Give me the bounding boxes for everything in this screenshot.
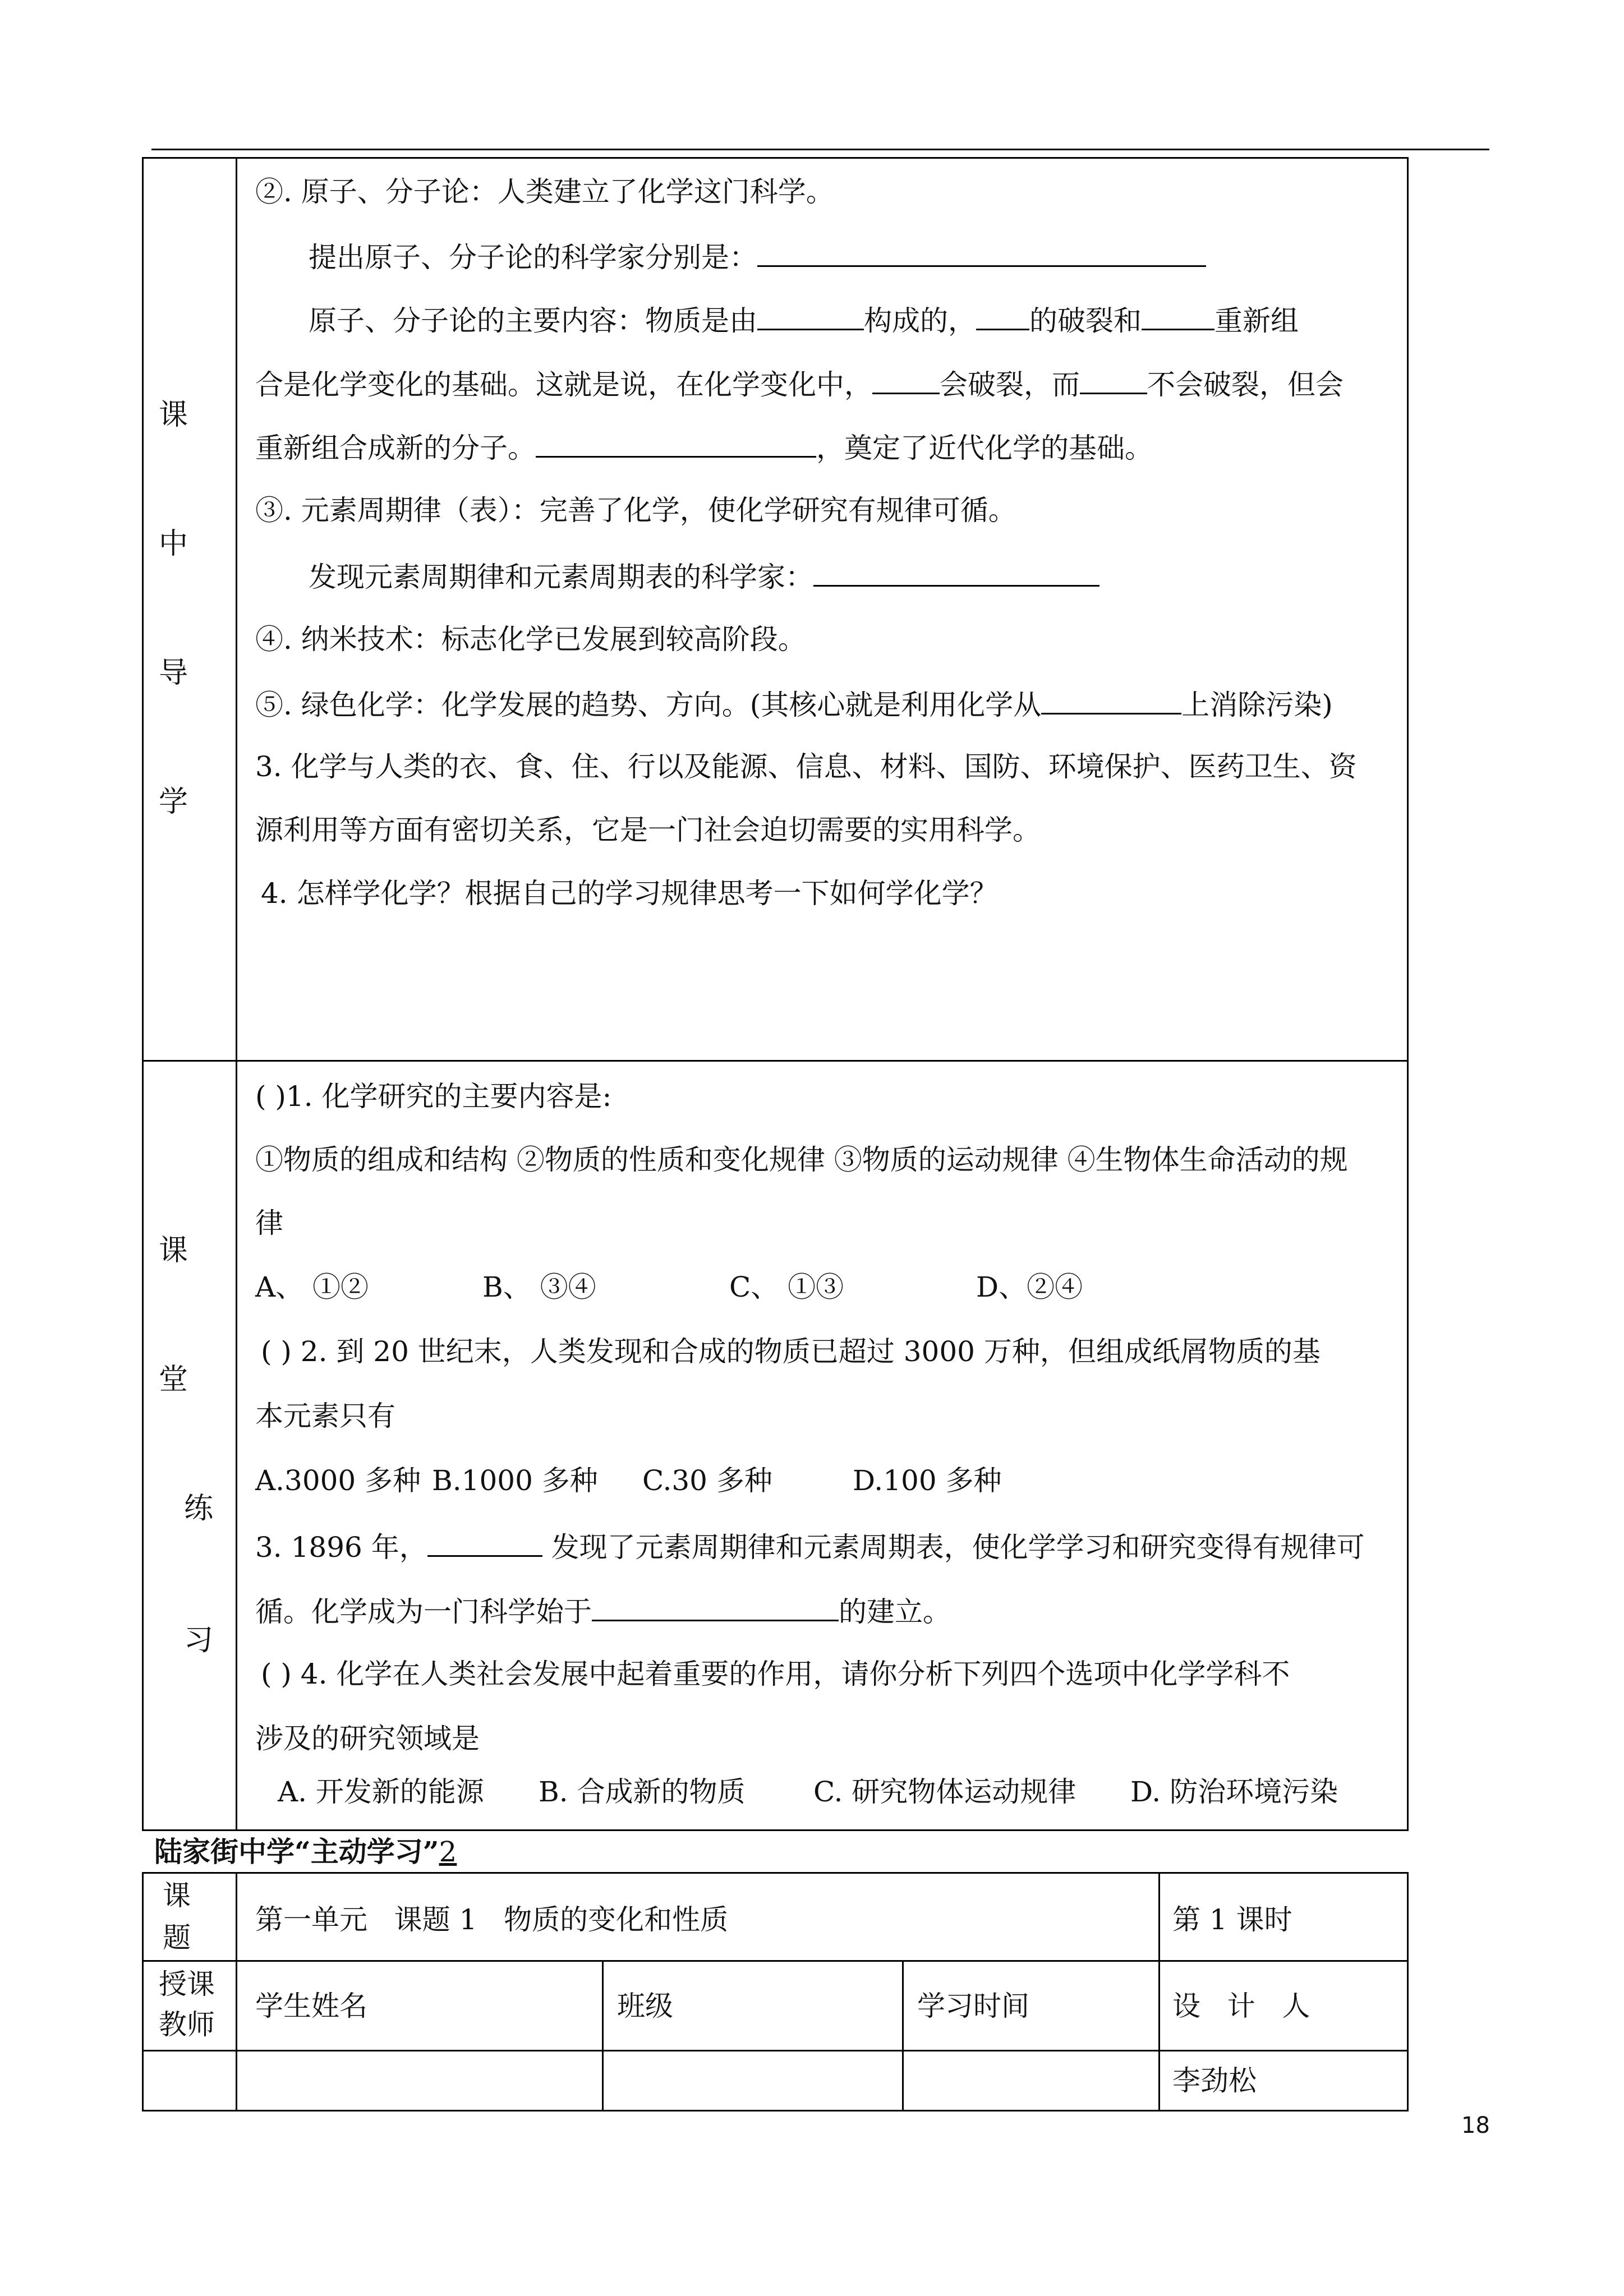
- periodic-law-title: ③. 元素周期律（表）：完善了化学，使化学研究有规律可循。: [255, 494, 1016, 527]
- item3-line1: 3. 化学与人类的衣、食、住、行以及能源、信息、材料、国防、环境保护、医药卫生、资: [255, 750, 1357, 783]
- topic-value: 第一单元 课题 1 物质的变化和性质: [255, 1903, 729, 1936]
- text-span: 构成的，: [864, 305, 976, 337]
- q4-choice-b[interactable]: B. 合成新的物质: [539, 1776, 746, 1808]
- text-span: 的建立。: [839, 1596, 951, 1628]
- period-value: 第 1 课时: [1172, 1903, 1292, 1936]
- blank-wont-break[interactable]: [1080, 366, 1147, 394]
- q2-choice-b[interactable]: B.1000 多种: [432, 1464, 598, 1497]
- q2-choice-c[interactable]: C.30 多种: [642, 1464, 772, 1497]
- q4-stem-line1: ( ) 4. 化学在人类社会发展中起着重要的作用，请你分析下列四个选项中化学学科不: [261, 1658, 1290, 1690]
- blank-science-origin[interactable]: [592, 1593, 839, 1621]
- atomic-theory-content-line2: [255, 366, 1344, 402]
- topic-label-line2: 题: [163, 1921, 191, 1954]
- practice-label-1: 课: [159, 1234, 188, 1267]
- q2-choice-a[interactable]: A.3000 多种: [255, 1464, 421, 1497]
- info-row-divider-2: [142, 2050, 1409, 2051]
- green-chem-line: [255, 686, 1333, 722]
- text-span: 重新组合成新的分子。: [255, 432, 536, 464]
- practice-label-3: 练: [184, 1492, 214, 1525]
- q3-line1: [255, 1528, 1365, 1564]
- q4-stem-line2: 涉及的研究领域是: [255, 1722, 480, 1755]
- text-span: 3. 1896 年，: [255, 1531, 427, 1564]
- blank-will-break[interactable]: [872, 366, 940, 394]
- periodic-law-scientist: [309, 558, 1099, 594]
- q1-choice-d[interactable]: D、②④: [976, 1271, 1083, 1303]
- q1-choice-b[interactable]: B、 ③④: [482, 1271, 596, 1303]
- practice-label-4: 习: [184, 1624, 214, 1657]
- q4-choice-c[interactable]: C. 研究物体运动规律: [813, 1776, 1076, 1808]
- text-span: 重新组: [1214, 305, 1299, 337]
- practice-label-2: 堂: [159, 1363, 188, 1396]
- teacher-label-line2: 教师: [159, 2008, 215, 2041]
- atomic-theory-scientists: [309, 238, 1206, 274]
- info-row-divider-1: [142, 1960, 1409, 1962]
- guide-label-3: 导: [159, 656, 188, 690]
- practice-divider: [236, 1060, 237, 1831]
- text-span: ，奠定了近代化学的基础。: [816, 432, 1153, 464]
- blank-1896-scientist[interactable]: [427, 1528, 542, 1557]
- atomic-theory-content-line1: [309, 302, 1299, 338]
- text-span: 循。化学成为一门科学始于: [255, 1596, 592, 1628]
- topic-label-line1: 课: [163, 1879, 191, 1912]
- blank-periodic-scientist[interactable]: [813, 558, 1099, 587]
- text-span: 会破裂，而: [940, 368, 1080, 401]
- student-name-label: 学生姓名: [255, 1990, 367, 2022]
- q2-stem-line1: ( ) 2. 到 20 世纪末，人类发现和合成的物质已超过 3000 万种，但组成纸屑物质的基: [261, 1335, 1321, 1368]
- q1-choice-c[interactable]: C、 ①③: [729, 1271, 844, 1303]
- blank-breaking[interactable]: [976, 302, 1029, 330]
- info-col-divider-4: [1158, 1872, 1160, 2111]
- atomic-theory-title: ②. 原子、分子论：人类建立了化学这门科学。: [255, 176, 834, 208]
- guide-label-4: 学: [159, 785, 188, 819]
- info-col-divider-1: [236, 1872, 237, 2111]
- info-col-divider-3: [902, 1960, 904, 2111]
- top-rule: [151, 149, 1489, 150]
- item4-line: 4. 怎样学化学？根据自己的学习规律思考一下如何学化学？: [261, 877, 998, 910]
- study-time-label: 学习时间: [917, 1990, 1029, 2022]
- item3-line2: 源利用等方面有密切关系，它是一门社会迫切需要的实用科学。: [255, 814, 1041, 846]
- guide-section: [142, 157, 1409, 1062]
- nanotech-title: ④. 纳米技术：标志化学已发展到较高阶段。: [255, 623, 806, 656]
- guide-divider: [236, 157, 237, 1062]
- q1-choice-a[interactable]: A、 ①②: [255, 1271, 369, 1303]
- q3-line2: [255, 1593, 951, 1629]
- text-span: 的破裂和: [1029, 305, 1142, 337]
- school-header-number: 2: [439, 1836, 457, 1868]
- blank-green-source[interactable]: [1041, 686, 1181, 714]
- q1-stem: ( )1. 化学研究的主要内容是:: [255, 1080, 612, 1113]
- text-span: 原子、分子论的主要内容：物质是由: [309, 305, 757, 337]
- q2-choice-d[interactable]: D.100 多种: [853, 1464, 1002, 1497]
- blank-scientists[interactable]: [757, 238, 1206, 267]
- q4-choice-a[interactable]: A. 开发新的能源: [278, 1776, 484, 1808]
- q4-choice-d[interactable]: D. 防治环境污染: [1130, 1776, 1338, 1808]
- blank-recombining[interactable]: [1142, 302, 1214, 330]
- q1-options-line2: 律: [255, 1207, 283, 1239]
- teacher-label-line1: 授课: [159, 1968, 215, 2000]
- q1-options-line1: ①物质的组成和结构 ②物质的性质和变化规律 ③物质的运动规律 ④生物体生命活动的规: [255, 1144, 1348, 1176]
- text-span: 上消除污染): [1181, 689, 1333, 721]
- info-col-divider-2: [602, 1960, 604, 2111]
- text-span: 发现元素周期律和元素周期表的科学家：: [309, 561, 813, 593]
- class-label: 班级: [617, 1990, 673, 2022]
- text-span: 合是化学变化的基础。这就是说，在化学变化中，: [255, 368, 872, 401]
- school-header: [154, 1835, 473, 1869]
- page-number: 18: [1461, 2113, 1490, 2138]
- guide-label-2: 中: [159, 527, 188, 561]
- school-name: 陆家街中学“主动学习”: [154, 1835, 439, 1868]
- guide-label-1: 课: [159, 398, 188, 432]
- text-span: 不会破裂，但会: [1147, 368, 1344, 401]
- designer-label: 设 计 人: [1172, 1990, 1310, 2022]
- designer-name: 李劲松: [1172, 2064, 1257, 2097]
- atomic-theory-content-line3: [255, 429, 1153, 465]
- blank-foundation[interactable]: [536, 429, 816, 458]
- atomic-theory-scientists-text: 提出原子、分子论的科学家分别是：: [309, 241, 757, 274]
- blank-composed-of[interactable]: [757, 302, 864, 330]
- q2-stem-line2: 本元素只有: [255, 1400, 395, 1432]
- text-span: ⑤. 绿色化学：化学发展的趋势、方向。(其核心就是利用化学从: [255, 689, 1042, 721]
- text-span: 发现了元素周期律和元素周期表，使化学学习和研究变得有规律可: [551, 1531, 1365, 1564]
